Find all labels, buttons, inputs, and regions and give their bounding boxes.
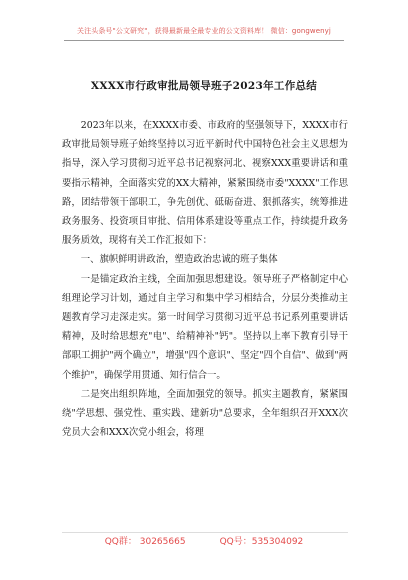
paragraph-organization: 二是突出组织阵地，全面加强党的领导。抓实主题教育，紧紧围绕"学思想、强党性、重实践、建新功"总要求，全年组织召开XXX次党员大会和XXX次党小组会，将理	[62, 388, 348, 439]
paragraph-ideology: 一是锚定政治主线，全面加强思想建设。领导班子严格制定中心组理论学习计划，通过自主学习和集中学习相结合，分层分类推动主题教育学习走深走实。第一时间学习贯彻习近平总书记系列重要讲话精神，及时给思想充"电"、给精神补"钙"。坚持以上率下教育引导干部职工拥护"两个确立"，增强"四个意识"、坚定"四个自信"、做到"两个维护"，确保学用贯通、知行信合一。	[62, 273, 348, 381]
header-divider	[64, 40, 344, 41]
paragraph-intro: 2023年以来，在XXXX市委、市政府的坚强领导下，XXXX市行政审批局领导班子始终坚持以习近平新时代中国特色社会主义思想为指导，深入学习贯彻习近平总书记视察河北、视察XXX重要讲话和重要指示精神，全面落实党的XX大精神，紧紧围绕市委"XXXX"工作思路，团结带领干部职工，争先创优、砥砺奋进、狠抓落实，统筹推进政务服务、投资项目审批、信用体系建设等重点工作，持续提升政务服务质效，现将有关工作汇报如下：	[62, 120, 348, 247]
footer-qq-number: QQ号：535304092	[219, 537, 304, 547]
footer-qq-group: QQ群： 30265665	[104, 537, 186, 547]
header-note: 关注头条号"公文研究"，获得最新最全最专业的公文资料库！ 微信：gongwenyj	[77, 27, 331, 35]
footer-divider	[62, 532, 348, 533]
footer	[0, 534, 408, 547]
document-title: XXXX市行政审批局领导班子2023年工作总结	[90, 80, 318, 92]
document-body	[62, 116, 348, 442]
section-heading-1: 一、旗帜鲜明讲政治，塑造政治忠诚的班子集体	[80, 254, 278, 266]
